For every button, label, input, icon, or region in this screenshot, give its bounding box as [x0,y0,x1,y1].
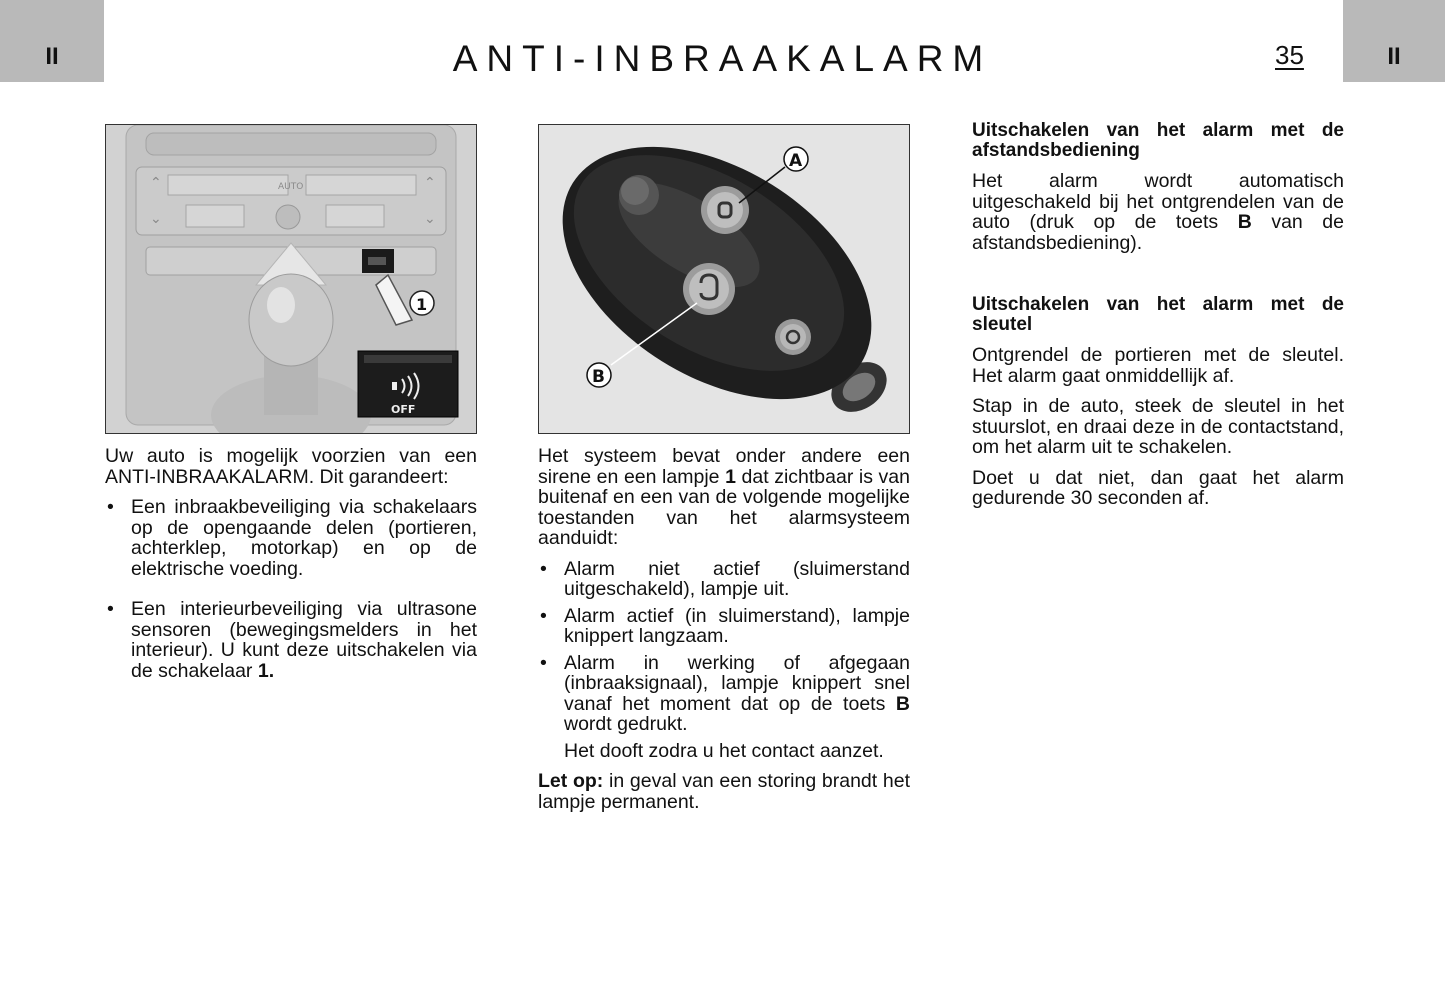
list-item: • Een inbraakbeveiliging via schakelaars op de opengaande delen (portieren, achterklep, motorkap) en op de elektrische voeding. [107,496,477,580]
list-item-text: Alarm actief (in sluimerstand), lampje knippert langzaam. [564,604,910,647]
section-tab-right-label: II [1387,43,1401,70]
intro-paragraph: Uw auto is mogelijk voorzien van een ANTI-INBRAAKALARM. Dit garandeert: [105,445,477,488]
list-item: • Alarm in werking of afgegaan (inbraaksignaal), lampje knippert snel vanaf het moment dat op de toets B wordt gedrukt. [540,651,910,735]
heading-remote: Uitschakelen van het alarm met de afstandsbediening [972,120,1344,161]
auto-label: AUTO [278,182,304,192]
svg-text:⌄: ⌄ [150,211,162,227]
key-paragraph-1: Ontgrendel de portieren met de sleutel. Het alarm gaat onmiddellijk af. [972,344,1344,387]
warning-label: Let op: [538,770,604,792]
section-tab-left [0,0,104,82]
protection-list [105,497,477,681]
remote-text-b: van de afstandsbediening). [972,211,1344,254]
system-text-a: Het systeem bevat onder andere een sirene en een lampje [538,445,910,488]
lock-button [701,186,749,234]
column-left [105,446,477,687]
key-paragraph-3: Doet u dat niet, dan gaat het alarm gedurende 30 seconden af. [972,466,1344,509]
remote-text-a: Het alarm wordt automatisch uitgeschakeld bij het ontgrendelen van de auto (druk op de toets [972,170,1344,233]
column-right [972,121,1344,519]
trunk-button [775,319,811,355]
callout-a: A [789,151,803,171]
system-paragraph [538,446,910,549]
page-number: 35 [1275,40,1304,70]
list-item-text: Alarm in werking of afgegaan (inbraaksignaal), lampje knippert snel vanaf het moment dat op de toets [564,651,910,715]
svg-text:⌃: ⌃ [424,175,436,191]
list-item-text: Een inbraakbeveiliging via schakelaars op de opengaande delen (portieren, achterklep, motorkap) en op de elektrische voeding. [131,496,477,580]
system-text-bold: 1 [725,465,736,488]
dashboard-illustration [105,124,477,434]
callout-b: B [592,367,605,387]
status-list [538,559,910,735]
indented-note: Het dooft zodra u het contact aanzet. [564,739,884,762]
list-item-text: wordt gedrukt. [564,713,688,735]
column-middle [538,446,910,822]
section-tab-left-label: II [45,43,59,70]
heading-key: Uitschakelen van het alarm met de sleutel [972,294,1344,335]
svg-text:⌃: ⌃ [150,175,162,191]
list-item-text: Een interieurbeveiliging via ultrasone sensoren (bewegingsmelders in het interieur). U kunt deze uitschakelen via de schakelaar [131,598,477,682]
svg-text:⌄: ⌄ [424,211,436,227]
warning-text: in geval van een storing brandt het lampje permanent. [538,770,911,813]
list-item-text: Alarm niet actief (sluimerstand uitgeschakeld), lampje uit. [564,557,910,600]
section-tab-right [1343,0,1445,82]
remote-control-illustration [538,124,910,434]
remote-paragraph [972,171,1344,253]
list-item-bold: B [895,692,910,715]
list-item-bold: 1. [257,659,275,682]
warning-note [538,771,910,812]
list-item: • Alarm niet actief (sluimerstand uitgeschakeld), lampje uit. [540,557,910,600]
system-text-b: dat zichtbaar is van buitenaf en een van de volgende mogelijke toestanden van het alarmsysteem aanduidt: [538,465,910,549]
key-paragraph-2: Stap in de auto, steek de sleutel in het stuurslot, en draai deze in de contactstand, om het alarm uit te schakelen. [972,395,1344,458]
list-item: • Een interieurbeveiliging via ultrasone sensoren (bewegingsmelders in het interieur). U kunt deze uitschakelen via de schakelaar 1. [107,598,477,682]
off-label: OFF [391,403,416,416]
page-title: ANTI-INBRAAKALARM [452,38,993,79]
callout-1: 1 [416,295,428,314]
remote-text-bold: B [1237,211,1252,233]
list-item: • Alarm actief (in sluimerstand), lampje knippert langzaam. [540,604,910,647]
